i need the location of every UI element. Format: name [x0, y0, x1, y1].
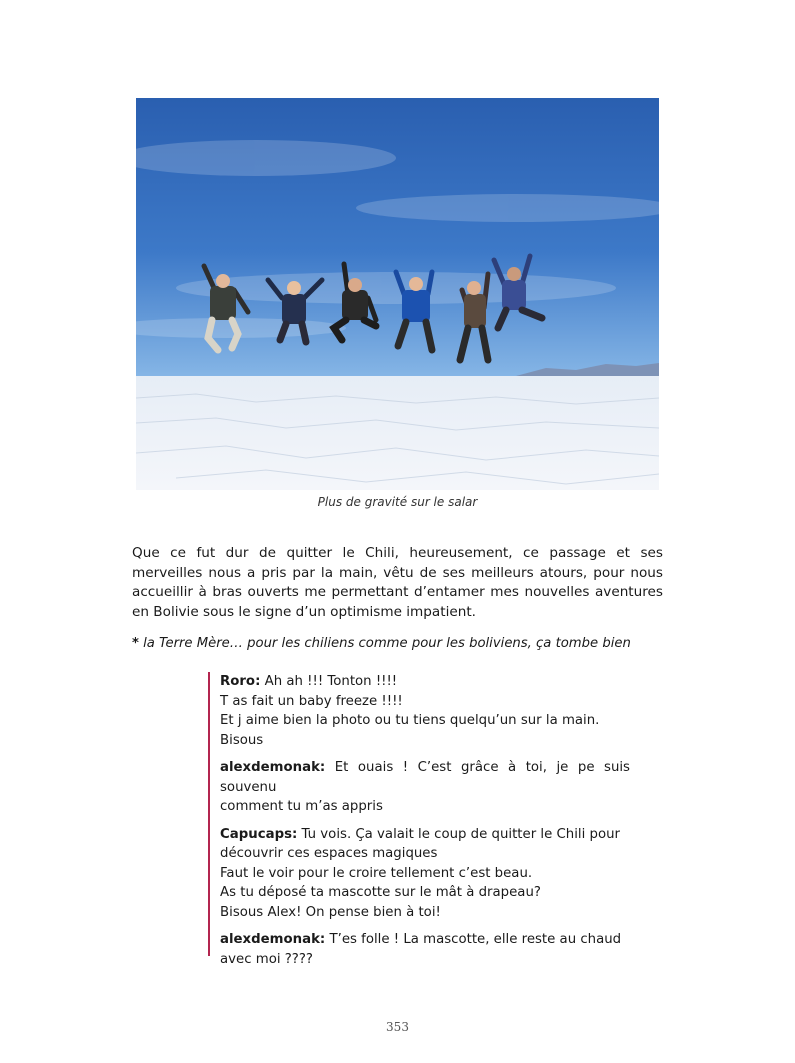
paragraph-line: ouverts me permettant d’entamer mes nouvelles aventures en Bolivie sous le — [132, 584, 663, 620]
comment-author: Roro: — [220, 674, 261, 689]
comment-author: Capucaps: — [220, 826, 298, 842]
comment-line: Bisous Alex! On pense bien à toi! — [220, 904, 441, 920]
footnote — [132, 636, 663, 651]
comment-line: T’es folle ! La mascotte, elle reste au chaud — [325, 932, 622, 947]
comment-line: Et ouais ! C’est grâce à toi, je pe suis souvenu — [220, 760, 630, 795]
salar-photo-image — [136, 98, 659, 490]
comment-line: Tu vois. Ça valait le coup de quitter le Chili pour — [297, 826, 620, 842]
page-number: 353 — [386, 1020, 409, 1034]
comment-author: alexdemonak: — [220, 760, 326, 775]
paragraph-line: nous a pris par la main, vêtu de ses meilleurs atours, pour nous accueillir à bras — [132, 564, 664, 600]
comment-line: comment tu m’as appris — [220, 799, 383, 814]
comment-line: Et j aime bien la photo ou tu tiens quelqu’un sur la main. — [220, 713, 600, 728]
comment-author: alexdemonak: — [220, 932, 326, 947]
comment-line: Bisous — [220, 732, 264, 748]
comment — [220, 930, 630, 969]
photo-caption: Plus de gravité sur le salar — [317, 495, 478, 509]
salt-flat — [136, 376, 659, 490]
comment-line: T as fait un baby freeze !!!! — [220, 693, 403, 709]
comment — [220, 825, 630, 923]
main-paragraph — [132, 544, 663, 622]
comment-line: As tu déposé ta mascotte sur le mât à drapeau? — [220, 885, 541, 900]
footnote-marker: * — [132, 636, 139, 651]
footnote-text: la Terre Mère… pour les chiliens comme pour les boliviens, ça tombe bien — [138, 636, 631, 651]
comment-thread — [208, 672, 630, 967]
comment — [220, 672, 630, 750]
salar-photo — [136, 98, 659, 490]
comment-line: Faut le voir pour le croire tellement c’est beau. — [220, 865, 533, 881]
comment-line: découvrir ces espaces magiques — [220, 846, 438, 861]
comment — [220, 758, 630, 817]
comment-line: avec moi ???? — [220, 951, 313, 967]
paragraph-line: signe d’un optimisme impatient. — [254, 603, 476, 620]
paragraph-line: Que ce fut dur de quitter le Chili, heureusement, ce passage et ses merveilles — [132, 545, 663, 581]
comment-line: Ah ah !!! Tonton !!!! — [260, 674, 398, 689]
